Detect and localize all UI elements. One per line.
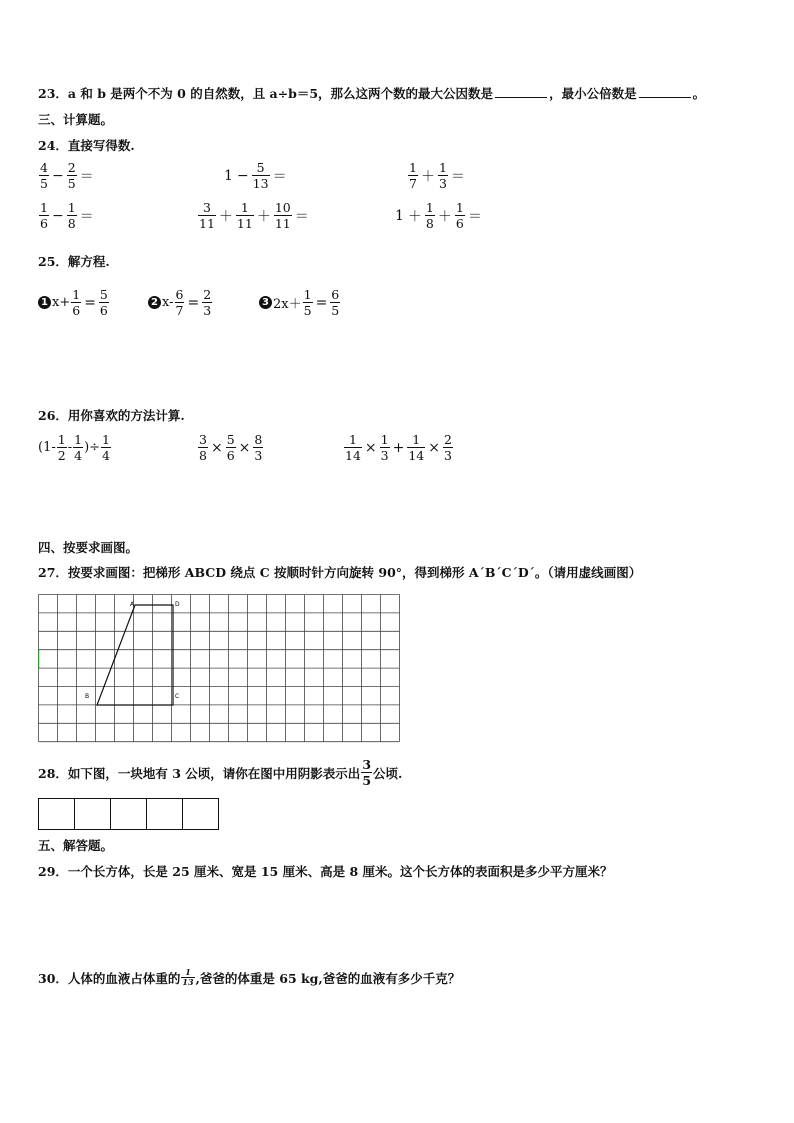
q30-text: 30．人体的血液占体重的 [38, 970, 181, 986]
times-sign: × [238, 439, 251, 456]
question-30 [38, 968, 460, 987]
operator: ＋ [437, 208, 452, 225]
fraction [361, 757, 372, 788]
fraction [253, 432, 263, 463]
circled-number-1: 1 [38, 296, 51, 309]
operator: 1 [224, 167, 233, 184]
fraction [99, 287, 109, 318]
label-a: A [130, 601, 135, 608]
numerator: 1 [185, 967, 191, 977]
numerator: 5 [226, 432, 235, 447]
label-c: C [175, 693, 180, 700]
denominator: 11 [236, 216, 253, 231]
plus-sign: + [392, 439, 405, 456]
fraction [67, 200, 77, 231]
numerator: 3 [362, 757, 372, 772]
fraction [236, 200, 254, 231]
label-b: B [85, 693, 90, 700]
denominator: 4 [74, 448, 83, 463]
operator: ＝ [272, 168, 287, 185]
numerator: 1 [57, 432, 66, 447]
fraction [425, 200, 435, 231]
question-27-title: 27．按要求画图：把梯形 ABCD 绕点 C 按顺时针方向旋转 90°，得到梯形 A´B´C´D´。（请用虚线画图） [38, 565, 642, 580]
calc-item-2 [222, 160, 289, 191]
numerator: 4 [40, 160, 48, 175]
numerator: 1 [102, 432, 110, 447]
numerator: 3 [199, 432, 207, 447]
section-5-heading: 五、解答题。 [38, 838, 114, 853]
q30-text-end: ,爸爸的体重是 65 kg,爸爸的血液有多少千克？ [195, 970, 461, 986]
equation-2 [148, 287, 213, 318]
q28-text-end: 公顷. [373, 765, 403, 781]
calc-item-3 [407, 160, 467, 191]
eq2-prefix: x- [162, 295, 174, 310]
operator: 1 [395, 207, 404, 224]
times-sign: × [364, 439, 377, 456]
operator: ＋ [256, 208, 271, 225]
circled-number-3: 3 [259, 296, 272, 309]
numerator: 2 [443, 432, 452, 447]
fraction [344, 432, 362, 463]
operator: ＝ [450, 168, 465, 185]
denominator: 6 [40, 216, 48, 231]
fraction [407, 432, 425, 463]
question-28 [38, 757, 402, 788]
denominator: 6 [72, 303, 81, 318]
fraction [39, 160, 49, 191]
question-24-title: 24．直接写得数. [38, 138, 135, 153]
numerator: 1 [72, 287, 81, 302]
operator: ＋ [420, 168, 435, 185]
fraction [73, 432, 83, 463]
denominator: 5 [67, 176, 76, 191]
fraction [226, 432, 236, 463]
q28-text: 28．如下图，一块地有 3 公顷，请你在图中用阴影表示出 [38, 765, 361, 781]
numerator: 6 [331, 287, 340, 302]
drawing-grid[interactable] [38, 594, 400, 744]
equals-sign: = [84, 294, 96, 311]
answer-blank-lcm[interactable] [639, 85, 691, 98]
numerator: 1 [348, 432, 357, 447]
denominator: 13 [252, 176, 269, 191]
q23-text-lcm: ，最小公倍数是 [549, 86, 637, 101]
equals-sign: = [187, 294, 200, 311]
fraction [39, 200, 49, 231]
circled-number-2: 2 [148, 296, 161, 309]
denominator: 5 [331, 303, 340, 318]
denominator: 3 [380, 448, 389, 463]
operator: ＝ [79, 208, 94, 225]
answer-blank-gcf[interactable] [495, 85, 547, 98]
numerator: 10 [274, 200, 291, 215]
numerator: 1 [438, 160, 447, 175]
fraction [71, 287, 81, 318]
calc-item-4 [38, 200, 96, 231]
section-3-heading: 三、计算题。 [38, 112, 114, 127]
operator: − [51, 207, 64, 224]
fraction [252, 160, 270, 191]
denominator: 3 [443, 448, 452, 463]
land-boxes[interactable] [38, 798, 220, 831]
numerator: 2 [67, 160, 76, 175]
denominator: 3 [254, 448, 263, 463]
times-sign: × [428, 439, 440, 456]
expression-1 [38, 432, 112, 463]
numerator: 1 [40, 200, 48, 215]
eq3-prefix: 2x＋ [273, 297, 302, 312]
fraction [198, 432, 208, 463]
fraction [274, 200, 292, 231]
fraction [57, 432, 67, 463]
fraction [67, 160, 77, 191]
denominator: 6 [455, 216, 464, 231]
denominator: 6 [226, 448, 235, 463]
denominator: 3 [203, 303, 212, 318]
section-4-heading: 四、按要求画图。 [38, 540, 139, 555]
operator: − [236, 167, 249, 184]
numerator: 6 [175, 287, 184, 302]
times-sign: × [210, 439, 223, 456]
numerator: 1 [67, 200, 76, 215]
trapezoid-abcd [97, 605, 173, 705]
numerator: 5 [256, 160, 265, 175]
denominator: 14 [408, 448, 425, 463]
numerator: 5 [99, 287, 108, 302]
numerator: 1 [380, 432, 389, 447]
fraction [408, 160, 418, 191]
numerator: 2 [203, 287, 212, 302]
denominator: 8 [67, 216, 76, 231]
expression-3 [343, 432, 454, 463]
numerator: 1 [412, 432, 421, 447]
denominator: 8 [199, 448, 207, 463]
numerator: 1 [303, 287, 312, 302]
question-25-title: 25．解方程. [38, 254, 110, 269]
denominator: 3 [438, 176, 447, 191]
operator: ＝ [294, 208, 309, 225]
denominator: 4 [102, 448, 110, 463]
question-26-title: 26．用你喜欢的方法计算. [38, 408, 185, 423]
numerator: 1 [409, 160, 417, 175]
denominator: 14 [345, 448, 361, 463]
fraction [438, 160, 448, 191]
operator: − [51, 167, 64, 184]
expr1-prefix: (1- [38, 440, 56, 455]
operator: ＝ [79, 168, 94, 185]
numerator: 8 [254, 432, 263, 447]
label-d: D [175, 601, 180, 608]
calc-item-1 [38, 160, 96, 191]
calc-item-5 [197, 200, 311, 231]
fraction [101, 432, 111, 463]
operator: ＋ [407, 208, 422, 225]
calc-item-6 [393, 200, 484, 231]
numerator: 1 [455, 200, 464, 215]
denominator: 11 [199, 216, 215, 231]
denominator: 2 [57, 448, 66, 463]
fraction [330, 287, 340, 318]
denominator: 6 [99, 303, 108, 318]
numerator: 1 [74, 432, 83, 447]
numerator: 1 [425, 200, 434, 215]
numerator: 3 [202, 200, 211, 215]
fraction [303, 287, 313, 318]
eq1-prefix: x+ [52, 295, 71, 310]
denominator: 5 [40, 176, 48, 191]
denominator: 7 [175, 303, 184, 318]
q23-end: 。 [692, 86, 706, 101]
fraction [198, 200, 216, 231]
equation-1 [38, 287, 110, 318]
denominator: 5 [362, 773, 372, 788]
minus-sign: - [67, 440, 73, 455]
denominator: 13 [182, 977, 194, 987]
fraction [380, 432, 390, 463]
denominator: 7 [409, 176, 417, 191]
question-29: 29．一个长方体，长是 25 厘米、宽是 15 厘米、高是 8 厘米。这个长方体的表面积是多少平方厘米？ [38, 864, 613, 879]
equation-3 [259, 287, 341, 318]
numerator: 1 [240, 200, 249, 215]
denominator: 11 [274, 216, 291, 231]
fraction [202, 287, 212, 318]
fraction [443, 432, 453, 463]
question-23 [38, 84, 705, 102]
fraction [175, 287, 185, 318]
divide-sign: )÷ [84, 440, 101, 455]
fraction [181, 968, 194, 987]
fraction [455, 200, 465, 231]
denominator: 8 [425, 216, 434, 231]
denominator: 5 [303, 303, 312, 318]
q23-text: 23．a 和 b 是两个不为 0 的自然数，且 a÷b＝5，那么这两个数的最大公因数是 [38, 86, 494, 101]
operator: ＝ [467, 208, 482, 225]
operator: ＋ [218, 208, 233, 225]
expression-2 [197, 432, 264, 463]
equals-sign: = [315, 294, 328, 311]
